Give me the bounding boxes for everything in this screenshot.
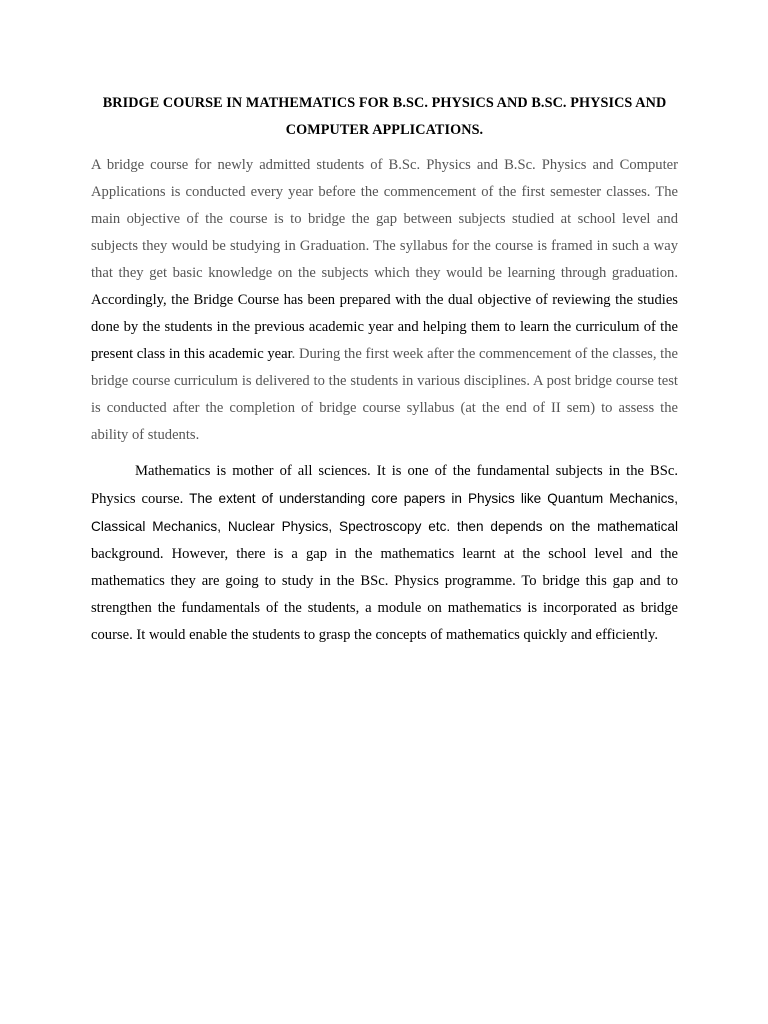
math-paragraph-sans-part: The extent of understanding core papers in Physics like Quantum Mechanics, Classical Mechanics, Nuclear Physics, Spectroscopy etc. then depends on the mathematical <box>91 491 678 534</box>
intro-paragraph <box>91 152 678 449</box>
intro-paragraph-end: . During the first week after the commencement of the classes, the bridge course curriculum is delivered to the students in various disciplines. A post bridge course test is conducted after the completion of bridge course syllabus (at the end of II sem) to assess the ability of students. <box>91 346 678 443</box>
mathematics-paragraph <box>91 458 678 649</box>
math-paragraph-start: Mathematics is mother of all sciences. It is one of the fundamental subjects in the BSc. Physics course. <box>91 463 678 507</box>
math-paragraph-end: background. However, there is a gap in the mathematics learnt at the school level and the mathematics they are going to study in the BSc. Physics programme. To bridge this gap and to strengthen the fundamentals of the students, a module on mathematics is incorporated as bridge course. It would enable the students to grasp the concepts of mathematics quickly and efficiently. <box>91 546 678 643</box>
document-page <box>91 90 678 649</box>
intro-paragraph-middle: Accordingly, the Bridge Course has been prepared with the dual objective of reviewing the studies done by the students in the previous academic year and helping them to learn the curriculum of the present class in this academic year <box>91 292 678 362</box>
title-rest-part: FOR B.SC. PHYSICS AND B.SC. PHYSICS AND COMPUTER APPLICATIONS. <box>285 95 667 138</box>
intro-paragraph-start: A bridge course for newly admitted students of B.Sc. Physics and B.Sc. Physics and Computer Applications is conducted every year before the commencement of the first semester classes. The main objective of the course is to bridge the gap between subjects studied at school level and subjects they would be studying in Graduation. The syllabus for the course is framed in such a way that they get basic knowledge on the subjects which they would be learning through graduation. <box>91 157 678 281</box>
document-title <box>91 90 678 144</box>
title-bold-part: BRIDGE COURSE IN MATHEMATICS <box>102 95 359 111</box>
